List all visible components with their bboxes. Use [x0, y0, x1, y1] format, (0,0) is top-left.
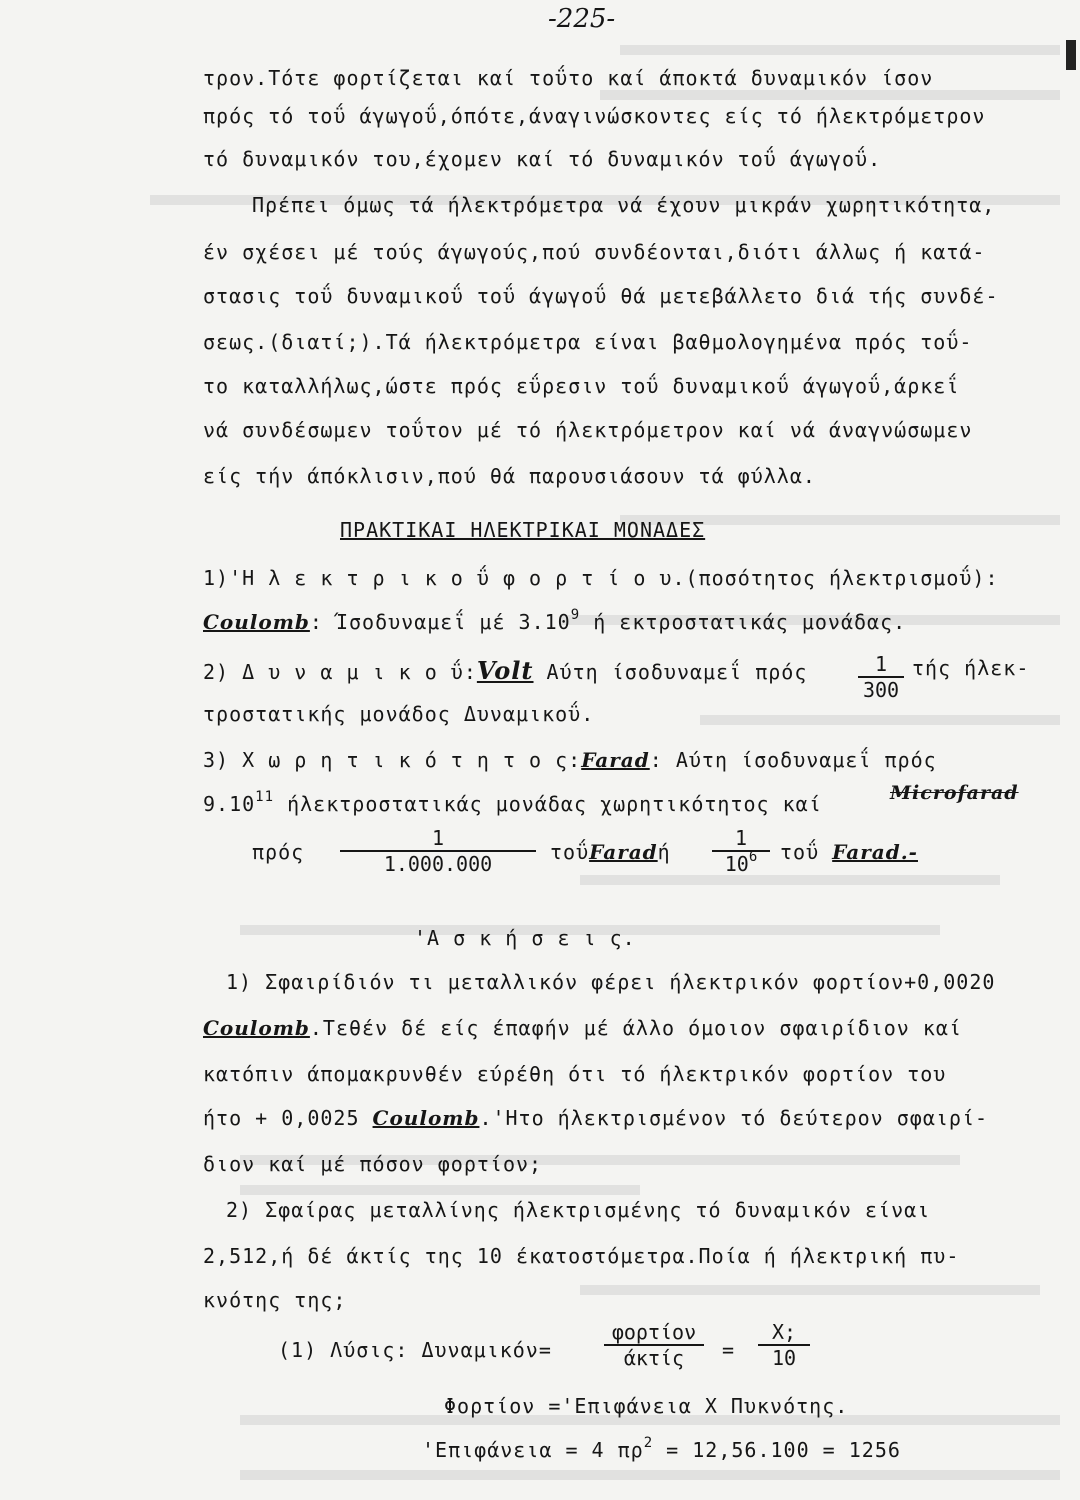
- exercises-title: 'Α σ κ ή σ ε ι ς.: [414, 926, 636, 950]
- unit-3-label: 3) Χ ω ρ η τ ι κ ό τ η τ ο ς:: [203, 748, 582, 772]
- text-line: πρός τό τοΰ άγωγοΰ,όπότε,άναγινώσκοντες είς τό ήλεκτρόμετρον: [203, 104, 986, 128]
- handwritten-coulomb: Coulomb: [372, 1106, 480, 1130]
- fraction-denominator: 300: [862, 678, 900, 702]
- handwritten-farad: Farad: [581, 748, 650, 772]
- unit-3-of: τοΰ: [780, 840, 820, 864]
- fraction-denominator: 10: [771, 1346, 797, 1370]
- ex2-line: 2) Σφαίρας μεταλλίνης ήλεκτρισμένης τό δυναμικόν είναι: [226, 1198, 931, 1222]
- text-line: τρον.Τότε φορτίζεται καί τοΰτο καί άποκτά δυναμικόν ίσον: [203, 66, 934, 90]
- scan-edge-mark: [1066, 40, 1076, 70]
- text-line: στασις τοΰ δυναμικοΰ τοΰ άγωγοΰ θά μετεβάλλετο διά τής συνδέ-: [203, 284, 999, 308]
- unit-1-line-2: [203, 607, 907, 634]
- unit-2-tail: τής ήλεκ-: [912, 656, 1030, 680]
- text-line: σεως.(διατί;).Τά ήλεκτρόμετρα είναι βαθμολογημένα πρός τοΰ-: [203, 330, 973, 354]
- unit-3-text: 9.10: [203, 792, 256, 816]
- unit-1-paren: (ποσότητος ήλεκτρισμοΰ):: [685, 566, 999, 590]
- exponent: 9: [570, 607, 581, 623]
- handwritten-farad: Farad: [589, 840, 658, 864]
- text-line: το καταλλήλως,ώστε πρός εΰρεσιν τοΰ δυναμικοΰ άγωγοΰ,άρκεΐ: [203, 374, 960, 398]
- fraction-denominator: 1.000.000: [383, 852, 493, 876]
- text-line: Πρέπει όμως τά ήλεκτρόμετρα νά έχουν μικράν χωρητικότητα,: [252, 193, 996, 217]
- exponent: 11: [255, 789, 275, 805]
- ex1-text: .Τεθέν δέ είς έπαφήν μέ άλλο όμοιον σφαιρίδιον καί: [309, 1016, 962, 1040]
- unit-1-text: : Ίσοδυναμεΐ μέ 3.10: [309, 610, 571, 634]
- unit-3-of: τοΰ: [550, 840, 590, 864]
- handwritten-coulomb: Coulomb: [203, 1016, 310, 1040]
- fraction-numerator: 1: [858, 652, 904, 678]
- solution-label: [278, 1338, 552, 1362]
- fraction-numerator: 1: [712, 826, 770, 852]
- fraction-1-million: [340, 826, 536, 876]
- unit-3-text: : Αύτη ίσοδυναμεΐ πρός: [649, 748, 937, 772]
- fraction-1-300: [858, 652, 904, 702]
- unit-2-text: Αύτη ίσοδυναμεΐ πρός: [533, 660, 808, 684]
- page-number: -225-: [548, 4, 616, 34]
- handwritten-farad: Farad.-: [832, 840, 918, 864]
- unit-3-line-2: [203, 789, 822, 816]
- ex1-line: κατόπιν άπομακρυνθέν εύρέθη ότι τό ήλεκτρικόν φορτίον του: [203, 1062, 947, 1086]
- unit-1-label: 1)'Η λ ε κ τ ρ ι κ ο ΰ φ ο ρ τ ί ο υ.: [203, 566, 686, 590]
- solution-line-2: Φορτίον ='Επιφάνεια Χ Πυκνότης.: [444, 1394, 849, 1418]
- unit-3-line-3-end: [780, 840, 918, 864]
- text-line: νά συνδέσωμεν τοΰτον μέ τό ήλεκτρόμετρον καί νά άναγνώσωμεν: [203, 418, 973, 442]
- unit-2-label: 2) Δ υ ν α μ ι κ ο ΰ:: [203, 660, 477, 684]
- fraction-denominator: άκτίς: [623, 1346, 685, 1370]
- text-line: έν σχέσει μέ τούς άγωγούς,πού συνδέονται,διότι άλλως ή κατά-: [203, 240, 986, 264]
- unit-3-line-3-text: [550, 840, 671, 864]
- unit-2-line-2: τροστατικής μονάδος Δυναμικοΰ.: [203, 702, 595, 726]
- solution-line-3: [422, 1435, 901, 1462]
- unit-3-or: ή: [657, 840, 671, 864]
- fraction-numerator: φορτίον: [604, 1320, 704, 1346]
- equals-sign: =: [538, 1338, 552, 1362]
- unit-1-line-1: [203, 566, 999, 590]
- solution-text: (1) Λύσις: Δυναμικόν: [278, 1338, 539, 1362]
- fraction-denominator: [712, 849, 770, 876]
- equals-sign: =: [722, 1338, 736, 1362]
- unit-3-line-3-label: πρός: [252, 840, 305, 864]
- handwritten-coulomb: Coulomb: [203, 610, 310, 634]
- unit-1-text-tail: ή εκτροστατικάς μονάδας.: [580, 610, 907, 634]
- ex1-text-tail: .'Ητο ήλεκτρισμένον τό δεύτερον σφαιρί-: [479, 1106, 989, 1130]
- ex2-line: 2,512,ή δέ άκτίς της 10 έκατοστόμετρα.Ποία ή ήλεκτρική πυ-: [203, 1244, 960, 1268]
- ex1-line: διον καί μέ πόσον φορτίον;: [203, 1152, 543, 1176]
- fraction-denominator-base: 10: [724, 852, 749, 876]
- fraction-numerator: 1: [340, 826, 536, 852]
- exponent: 6: [748, 849, 758, 865]
- text-line: τό δυναμικόν του,έχομεν καί τό δυναμικόν τοΰ άγωγοΰ.: [203, 147, 882, 171]
- fraction-charge-radius: [604, 1320, 704, 1370]
- handwritten-microfarad: Microfarad: [890, 782, 1019, 804]
- solution-text-tail: = 12,56.100 = 1256: [653, 1438, 901, 1462]
- handwritten-volt: Volt: [476, 656, 534, 685]
- ex1-line: 1) Σφαιρίδιόν τι μεταλλικόν φέρει ήλεκτρικόν φορτίον+0,0020: [226, 970, 996, 994]
- text-line: είς τήν άπόκλισιν,πού θά παρουσιάσουν τά φύλλα.: [203, 464, 816, 488]
- unit-3-line-1: [203, 748, 937, 772]
- ex1-text: ήτο + 0,0025: [203, 1106, 373, 1130]
- fraction-numerator: Χ;: [758, 1320, 810, 1346]
- ex1-line: [203, 1016, 962, 1040]
- section-heading: ΠΡΑΚΤΙΚΑΙ ΗΛΕΚΤΡΙΚΑΙ ΜΟΝΑΔΕΣ: [340, 518, 706, 542]
- ex1-line: [203, 1106, 988, 1130]
- fraction-x-10: [758, 1320, 810, 1370]
- ex2-line: κνότης της;: [203, 1288, 347, 1312]
- unit-2-line-1: [203, 656, 807, 685]
- fraction-1-10-6: [712, 826, 770, 876]
- unit-3-text-b: ήλεκτροστατικάς μονάδας χωρητικότητος καί: [274, 792, 822, 816]
- exponent: 2: [643, 1435, 654, 1451]
- solution-text: 'Επιφάνεια = 4 πρ: [422, 1438, 644, 1462]
